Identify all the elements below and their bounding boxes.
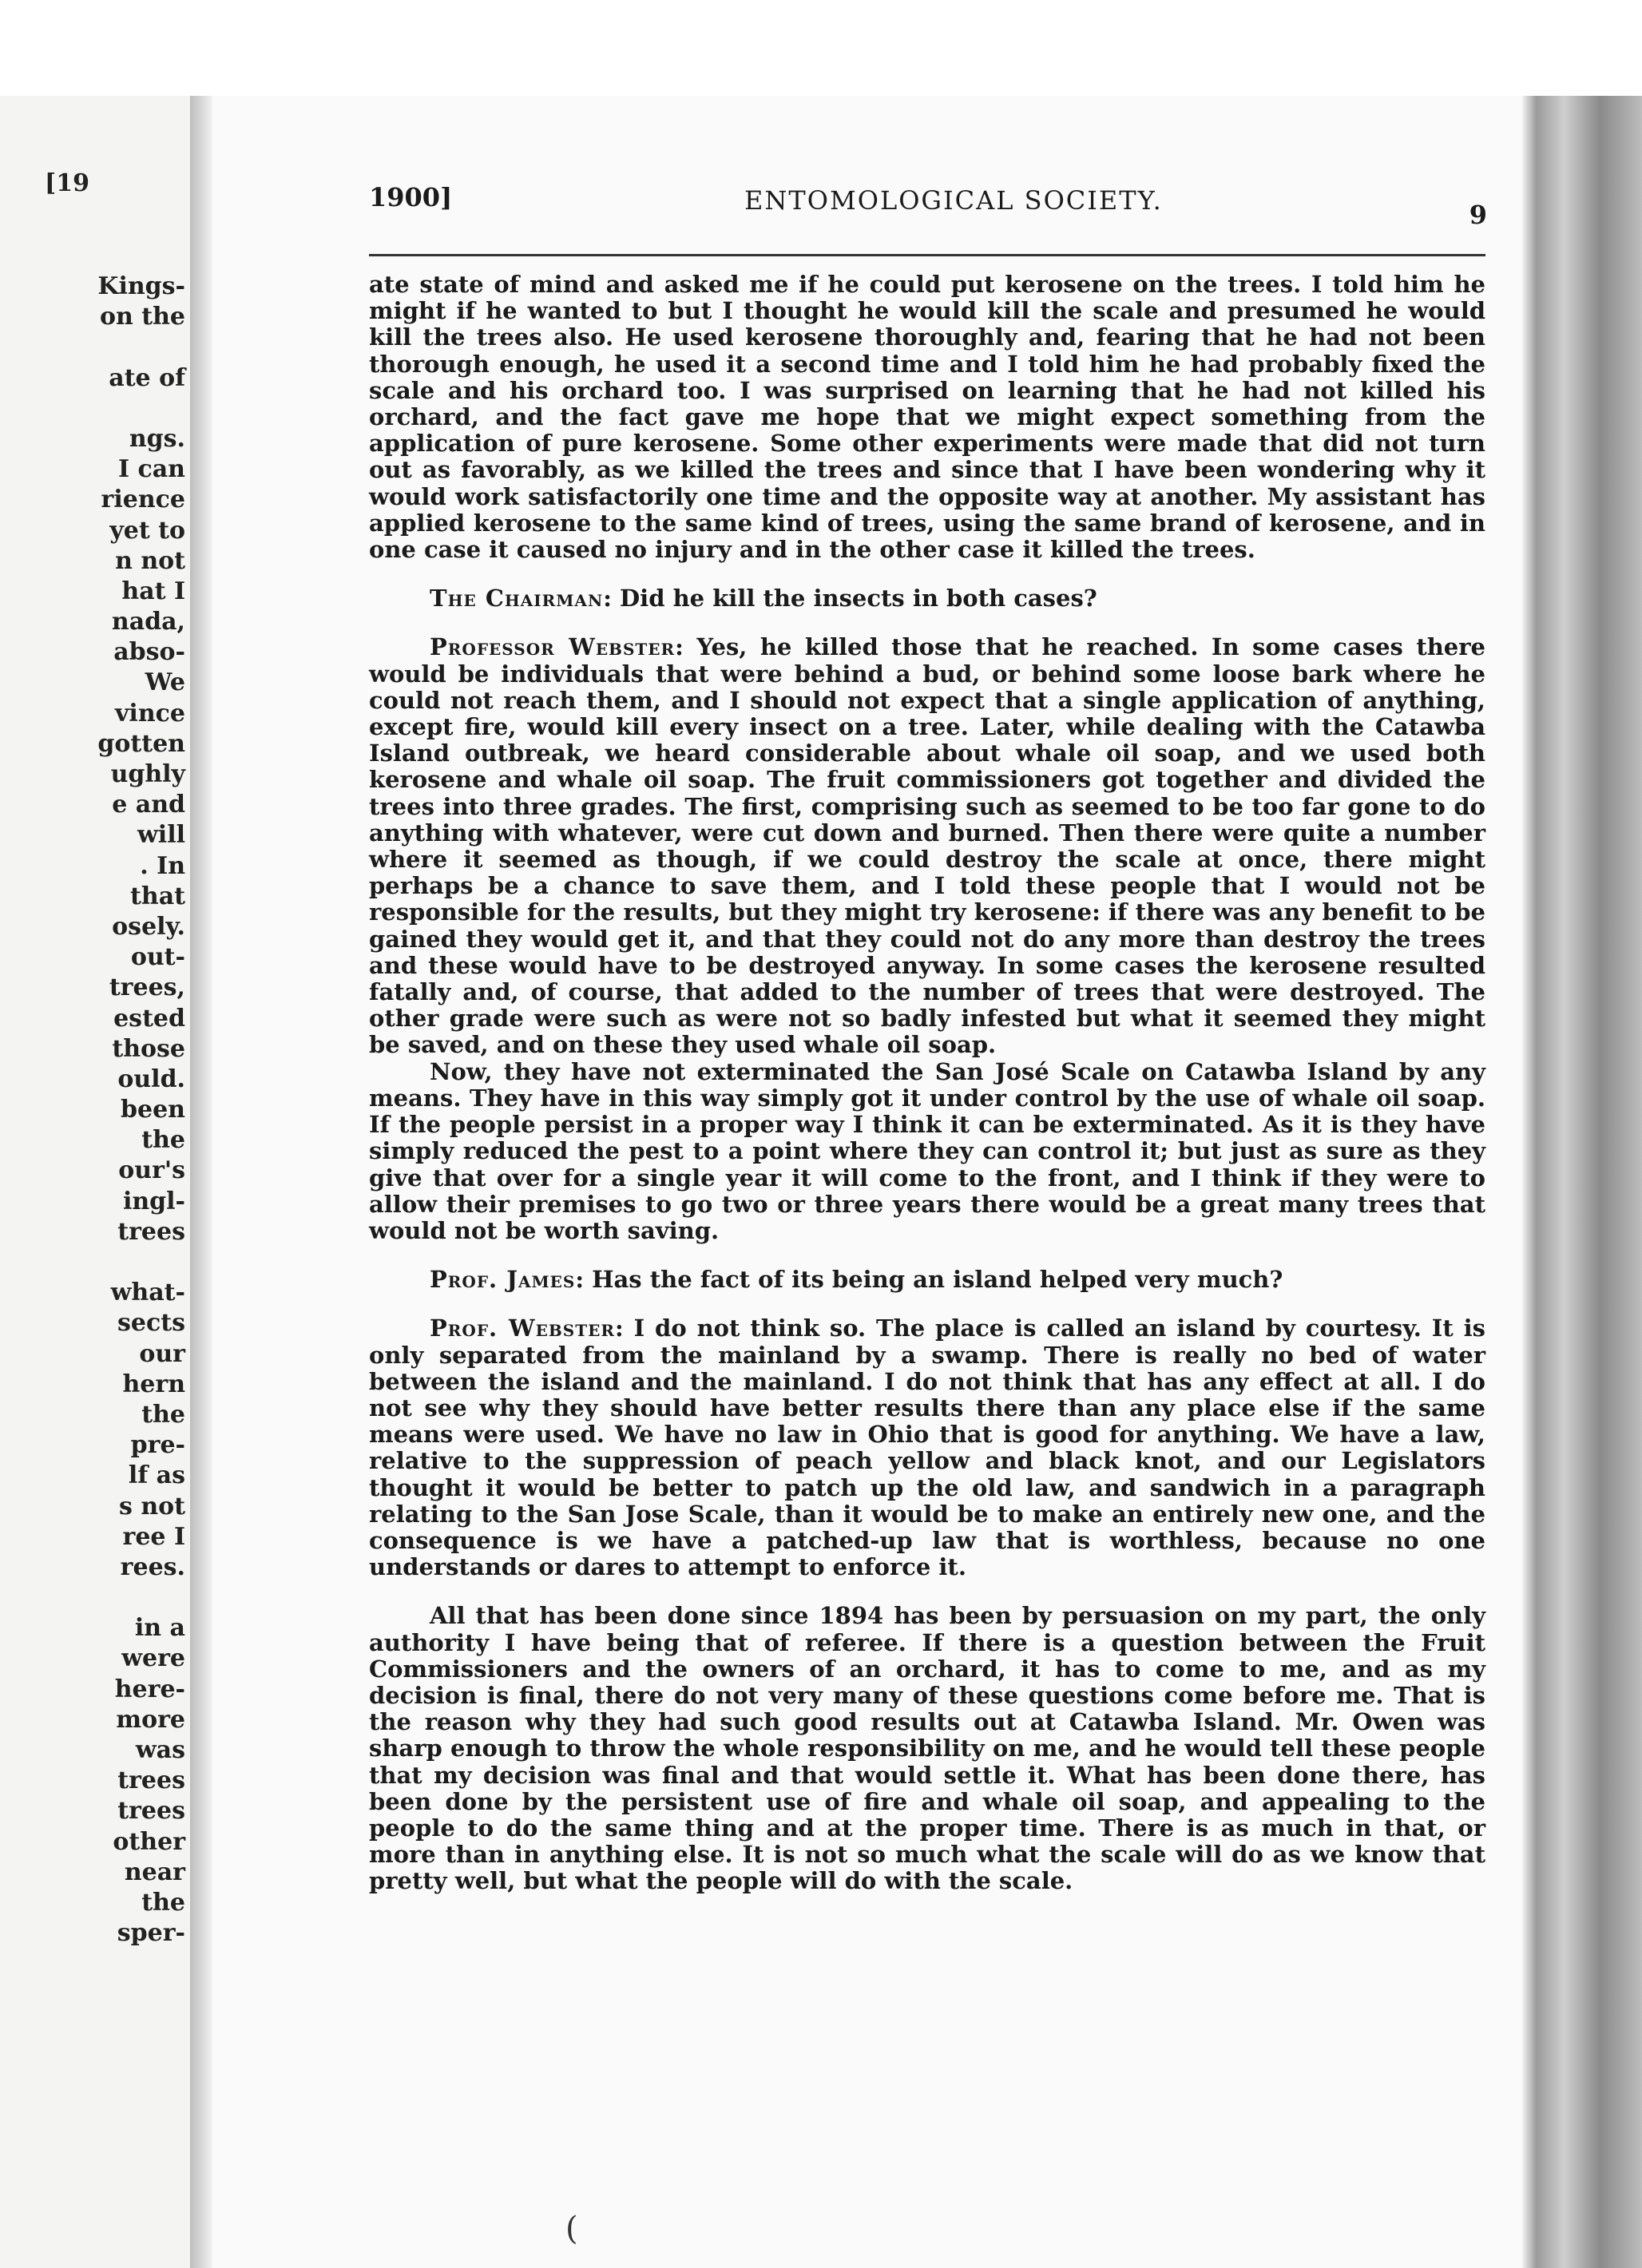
speaker-name: Professor Webster (430, 633, 676, 661)
speaker-name: Prof. Webster (430, 1314, 615, 1342)
facing-page-line: pre- (130, 1431, 185, 1460)
facing-page-text (0, 272, 185, 1949)
facing-page-line: ngs. (129, 424, 185, 453)
facing-page-line: on the (99, 303, 185, 331)
paragraph-text: : I do not think so. The place is called an island by courtesy. It is only separated from the mainland by a swamp. There is really no bed of water between the island and the mainland. I do not think that has any effect at all. I do not see why they should have better results there than any place else if the same means were used. We have no law in Ohio that is good for anything. We have a law, relative to the suppression of peach yellow and black knot, and our Legislators thought it would be better to patch up the old law, and sandwich in a paragraph relating to the San Jose Scale, than it would be to make an entirely new one, and the consequence is we have a patched-up law that is worthless, because no one understands or dares to attempt to enforce it. (369, 1314, 1485, 1581)
paragraph (369, 1603, 1485, 1894)
paragraph-text: : Has the fact of its being an island helped very much? (575, 1266, 1283, 1294)
speaker-name: The Chairman (430, 585, 604, 613)
facing-page-line: here- (114, 1675, 185, 1703)
facing-page-line: been (121, 1096, 185, 1124)
paragraph (369, 1315, 1485, 1580)
facing-page-line: Kings- (97, 272, 185, 300)
facing-page-fragment (0, 96, 192, 2268)
facing-page-line: were (121, 1644, 185, 1673)
facing-page-line: n not (115, 546, 185, 575)
paragraph (369, 272, 1485, 563)
facing-page-line: trees (117, 1797, 185, 1826)
facing-page-line: was (135, 1736, 185, 1764)
facing-page-line: lf as (128, 1461, 185, 1490)
facing-page-line: sper- (117, 1919, 185, 1948)
facing-page-line: ould. (117, 1065, 185, 1093)
facing-page-line: s not (118, 1492, 185, 1521)
paragraph (369, 585, 1485, 612)
page-edges (1522, 96, 1642, 2268)
facing-page-line: e and (112, 791, 185, 819)
facing-page-line: the (141, 1400, 185, 1429)
speaker-name: Prof. James (430, 1266, 576, 1294)
book-gutter (190, 96, 212, 2268)
facing-page-line: sects (117, 1309, 185, 1338)
paragraph-text: : Yes, he killed those that he reached. In some cases there would be individuals that were behind a bud, or behind some loose bark where he could not reach them, and I should not expect that a single application of anything, except fire, would kill every insect on a tree. Later, while dealing with the Catawba Island outbreak, we heard considerable about whale oil soap, and we used both kerosene and whale oil soap. The fruit commissioners got together and divided the trees into three grades. The first, comprising such as seemed to be too far gone to do anything with whatever, were cut down and burned. Then there were quite a number where it seemed as though, if we could destroy the scale at once, there might perhaps be a chance to save them, and I told these people that I would not be responsible for the results, but they might try kerosene: if there was any benefit to be gained they would get it, and that they could not do any more than destroy the trees and these would have to be destroyed anyway. In some cases the kerosene resulted fatally and, of course, that added to the number of trees that were destroyed. The other grade were such as were not so badly infested but what it seemed they might be saved, and on these they used whale oil soap. (369, 633, 1485, 1059)
facing-page-line (0, 1583, 185, 1613)
facing-page-line: abso- (113, 638, 185, 667)
facing-page-line: rience (101, 486, 185, 514)
facing-page-line: what- (110, 1279, 185, 1307)
facing-page-line: ree I (122, 1522, 185, 1551)
facing-page-line: our (139, 1339, 185, 1368)
facing-page-line (0, 332, 185, 363)
facing-page-line: those (112, 1034, 185, 1063)
paragraph (369, 634, 1485, 1058)
facing-page-line: rees. (120, 1552, 185, 1581)
facing-page-line: will (137, 821, 185, 850)
facing-page-line: gotten (97, 729, 185, 758)
running-title: ENTOMOLOGICAL SOCIETY. (744, 185, 1163, 216)
facing-page-line (0, 1247, 185, 1278)
facing-page-line: in a (134, 1614, 185, 1643)
paragraph-text: Now, they have not exterminated the San José Scale on Catawba Island by any means. They have in this way simply got it under control by the use of whale oil soap. If the people persist in a proper way I think it can be exterminated. As it is they have simply reduced the pest to a point where they can control it; but just as sure as they give that over for a single year it will come to the front, and I think if they were to allow their premises to go two or three years there would be a great many trees that would not be worth saving. (369, 1057, 1485, 1244)
paragraph (369, 1267, 1485, 1293)
facing-page-line: trees (117, 1217, 185, 1246)
paragraph-text: : Did he kill the insects in both cases? (603, 585, 1097, 613)
facing-page-line: out- (130, 943, 185, 972)
facing-page-line: ested (113, 1004, 185, 1033)
header-year: 1900] (369, 182, 453, 212)
facing-page-line: the (141, 1126, 185, 1155)
facing-page-line: osely. (112, 912, 185, 941)
facing-page-line: ughly (110, 760, 185, 788)
facing-page-line: vince (115, 699, 185, 728)
facing-page-line: hern (122, 1370, 185, 1398)
body-text (369, 272, 1485, 1895)
paragraph-text: All that has been done since 1894 has been by persuasion on my part, the only authority I have being that of referee. If there is a question between the Fruit Commissioners and the owners of an orchard, it has to come to me, and as my decision is final, there do not very many of these questions come before me. That is the reason why they had such good results out at Catawba Island. Mr. Owen was sharp enough to throw the whole responsibility on me, and he would tell these people that my decision was final and that would settle it. What has been done there, has been done by the persistent use of fire and whale oil soap, and appealing to the people to do the same thing and at the proper time. There is as much in that, or more than in anything else. It is not so much what the scale will do as we know that pretty well, but what the people will do with the scale. (369, 1602, 1485, 1895)
stray-mark: ( (565, 2211, 578, 2247)
facing-page-line: ate of (109, 363, 185, 392)
facing-page-line: We (145, 668, 185, 697)
facing-page-line: other (113, 1827, 185, 1856)
facing-page-line: trees (117, 1766, 185, 1795)
page-number: 9 (1469, 200, 1487, 230)
facing-page-line: trees, (109, 973, 185, 1002)
paragraph-text: ate state of mind and asked me if he could put kerosene on the trees. I told him he might if he wanted to but I thought he would kill the scale and presumed he would kill the trees also. He used kerosene thoroughly and, fearing that he had not been thorough enough, he used it a second time and I told him he had probably fixed the scale and his orchard too. I was surprised on learning that he had not killed his orchard, and the fact gave me hope that we might expect something from the application of pure kerosene. Some other experiments were made that did not turn out as favorably, as we killed the trees and since that I have been wondering why it would work satisfactorily one time and the opposite way at another. My assistant has applied kerosene to the same kind of trees, using the same brand of kerosene, and in one case it caused no injury and in the other case it killed the trees. (369, 271, 1485, 564)
facing-page-line (0, 394, 185, 424)
header-rule (369, 254, 1485, 256)
facing-page-line: more (116, 1705, 185, 1734)
facing-page-line: yet to (109, 516, 185, 545)
facing-page-line: that (130, 882, 185, 910)
facing-page-line: . In (140, 851, 185, 880)
facing-page-line: our's (118, 1156, 185, 1185)
facing-page-line: ingl- (122, 1187, 185, 1215)
paragraph (369, 1059, 1485, 1244)
page-header (369, 182, 1487, 238)
facing-page-line: near (124, 1858, 185, 1886)
facing-page-line: hat I (121, 577, 185, 605)
facing-page-line: the (141, 1888, 185, 1917)
facing-page-header: [19 (45, 169, 89, 197)
facing-page-line: nada, (111, 608, 185, 636)
facing-page-line: I can (118, 455, 185, 484)
